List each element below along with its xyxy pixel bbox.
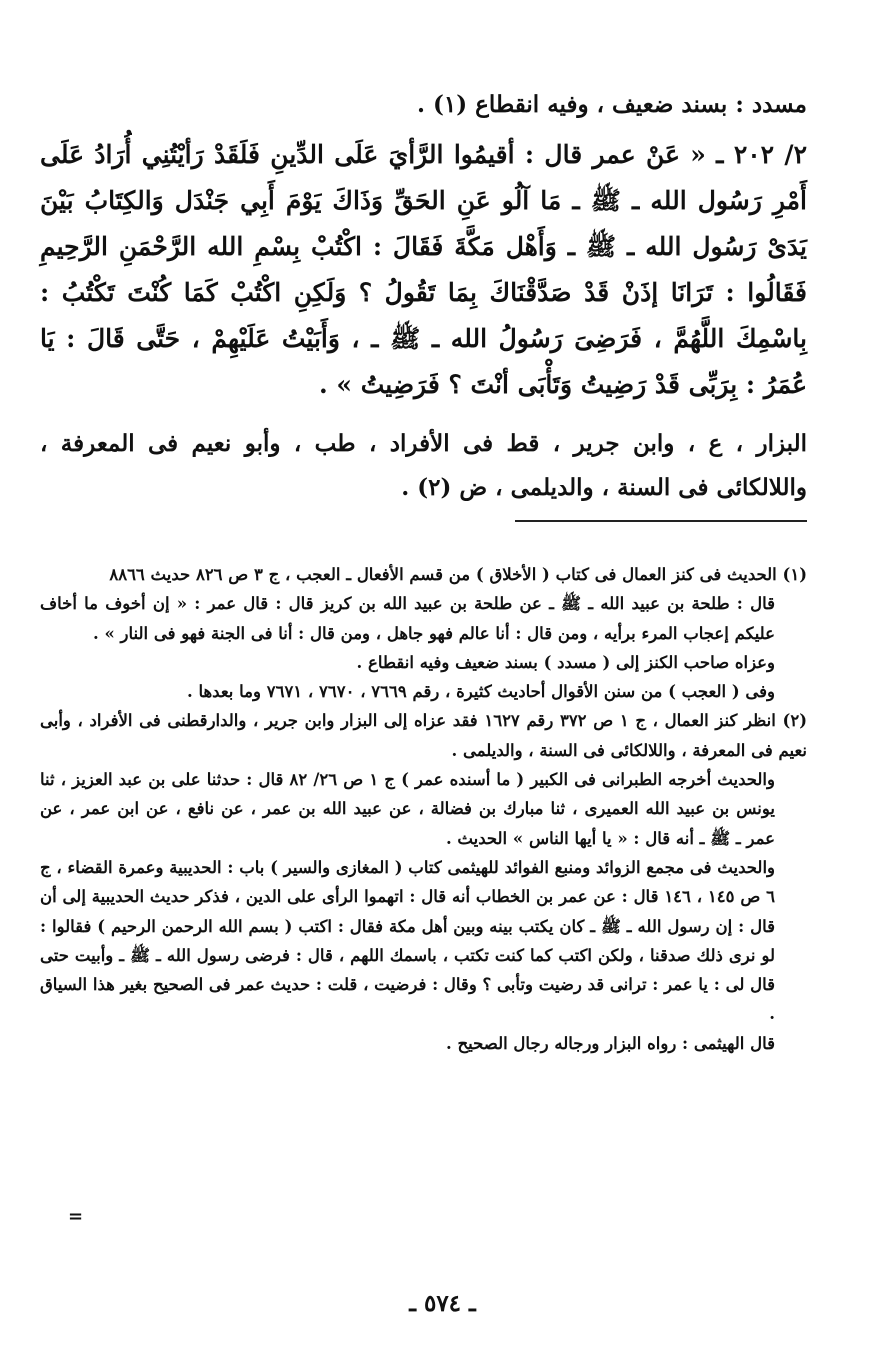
sources-paragraph: البزار ، ع ، وابن جرير ، قط فى الأفراد ، طب ، وأبو نعيم فى المعرفة ، واللالكائى فى السنة ، والديلمى ، ض (٢) . xyxy=(40,430,807,501)
footnote-2-majma: والحديث فى مجمع الزوائد ومنبع الفوائد للهيثمى كتاب ( المغازى والسير ) باب : الحديبية وعمرة القضاء ، ج ٦ ص ١٤٥ ، ١٤٦ قال : عن عمر بن الخطاب أنه قال : اتهموا الرأى على الدين ، فذكر حديث الحديبية إلى أن قال : إن رسول الله ـ ﷺ ـ كان يكتب بينه وبين أهل مكة فقال : اكتب ( بسم الله الرحمن الرحيم ) فقالوا : لو نرى ذلك صدقنا ، ولكن اكتب كما كنت تكتب ، باسمك اللهم ، قال : فرضى رسول الله ـ ﷺ ـ وأبيت حتى قال لى : يا عمر : ترانى قد رضيت وتأبى ؟ وقال : فرضيت ، قلت : حديث عمر فى الصحيح بغير هذا السياق . xyxy=(40,857,775,1024)
footnote-1-reference: وفى ( العجب ) من سنن الأقوال أحاديث كثيرة ، رقم ٧٦٦٩ ، ٧٦٧٠ ، ٧٦٧١ وما بعدها . xyxy=(186,682,775,702)
continuation-mark: = xyxy=(68,1206,84,1227)
footnotes xyxy=(40,560,807,1058)
footnote-1-heading: (١) الحديث فى كنز العمال فى كتاب ( الأخلاق ) من قسم الأفعال ـ العجب ، ج ٣ ص ٨٢٦ حديث ٨٨٦٦ xyxy=(109,565,807,584)
footnote-2-tabarani: والحديث أخرجه الطبرانى فى الكبير ( ما أسنده عمر ) ج ١ ص ٢٦/ ٨٢ قال : حدثنا على بن عبد العزيز ، ثنا يونس بن عبيد الله العميرى ، ثنا مبارك بن فضالة ، عن عبيد الله بن عمر ، عن نافع ، عن ابن عمر ، عن عمر ـ ﷺ ـ أنه قال : « يا أيها الناس » الحديث . xyxy=(40,770,775,848)
isnad-note-line: مسدد : بسند ضعيف ، وفيه انقطاع (١) . xyxy=(417,91,807,118)
footnote-1-attribution: وعزاه صاحب الكنز إلى ( مسدد ) بسند ضعيف وفيه انقطاع . xyxy=(356,652,775,672)
main-text xyxy=(40,82,807,510)
footnote-separator xyxy=(515,520,807,522)
footnote-2-heading: (٢) انظر كنز العمال ، ج ١ ص ٣٧٢ رقم ١٦٢٧ فقد عزاه إلى البزار وابن جرير ، والدارقطنى فى الأفراد ، وأبى نعيم فى المعرفة ، واللالكائى فى السنة ، والديلمى . xyxy=(40,711,807,760)
footnote-1-text: قال : طلحة بن عبيد الله ـ ﷺ ـ عن طلحة بن عبيد الله بن كريز قال : قال عمر : « إن أخوف ما أخاف عليكم إعجاب المرء برأيه ، ومن قال : أنا عالم فهو جاهل ، ومن قال : أنا فى الجنة فهو فى النار » . xyxy=(40,594,775,643)
footnote-2-haythami: قال الهيثمى : رواه البزار ورجاله رجال الصحيح . xyxy=(446,1033,775,1053)
hadith-text: ٢/ ٢٠٢ ـ « عَنْ عمر قال : أقيمُوا الرَّأيَ عَلَى الدِّينِ فَلَقَدْ رَأيْتُنِي أُرَادُ عَلَى أَمْرِ رَسُول الله ـ ﷺ ـ مَا آلُو عَنِ الحَقِّ وَذَاكَ يَوْمَ أَبِي جَنْدَل وَالكِتَابُ بَيْنَ يَدَىْ رَسُول الله ـ ﷺ ـ وَأَهْل مَكَّةَ فَقَالَ : اكْتُبْ بِسْمِ الله الرَّحْمَنِ الرَّحِيمِ فَقَالُوا : تَرَانَا إذَنْ قَدْ صَدَّقْنَاكَ بِمَا تَقُولُ ؟ وَلَكِنِ اكْتُبْ كَمَا كُنْتَ تَكْتُبُ : بِاسْمِكَ اللَّهُمَّ ، فَرَضِىَ رَسُولُ الله ـ ﷺ ـ ، وَأَبَيْتُ عَلَيْهِمْ ، حَتَّى قَالَ : يَا عُمَرُ : بِرَبِّى قَدْ رَضِيتُ وَتَأْبَى أنْتَ ؟ فَرَضِيتُ » . xyxy=(40,140,807,399)
page-number: ـ ٥٧٤ ـ xyxy=(409,1290,476,1317)
